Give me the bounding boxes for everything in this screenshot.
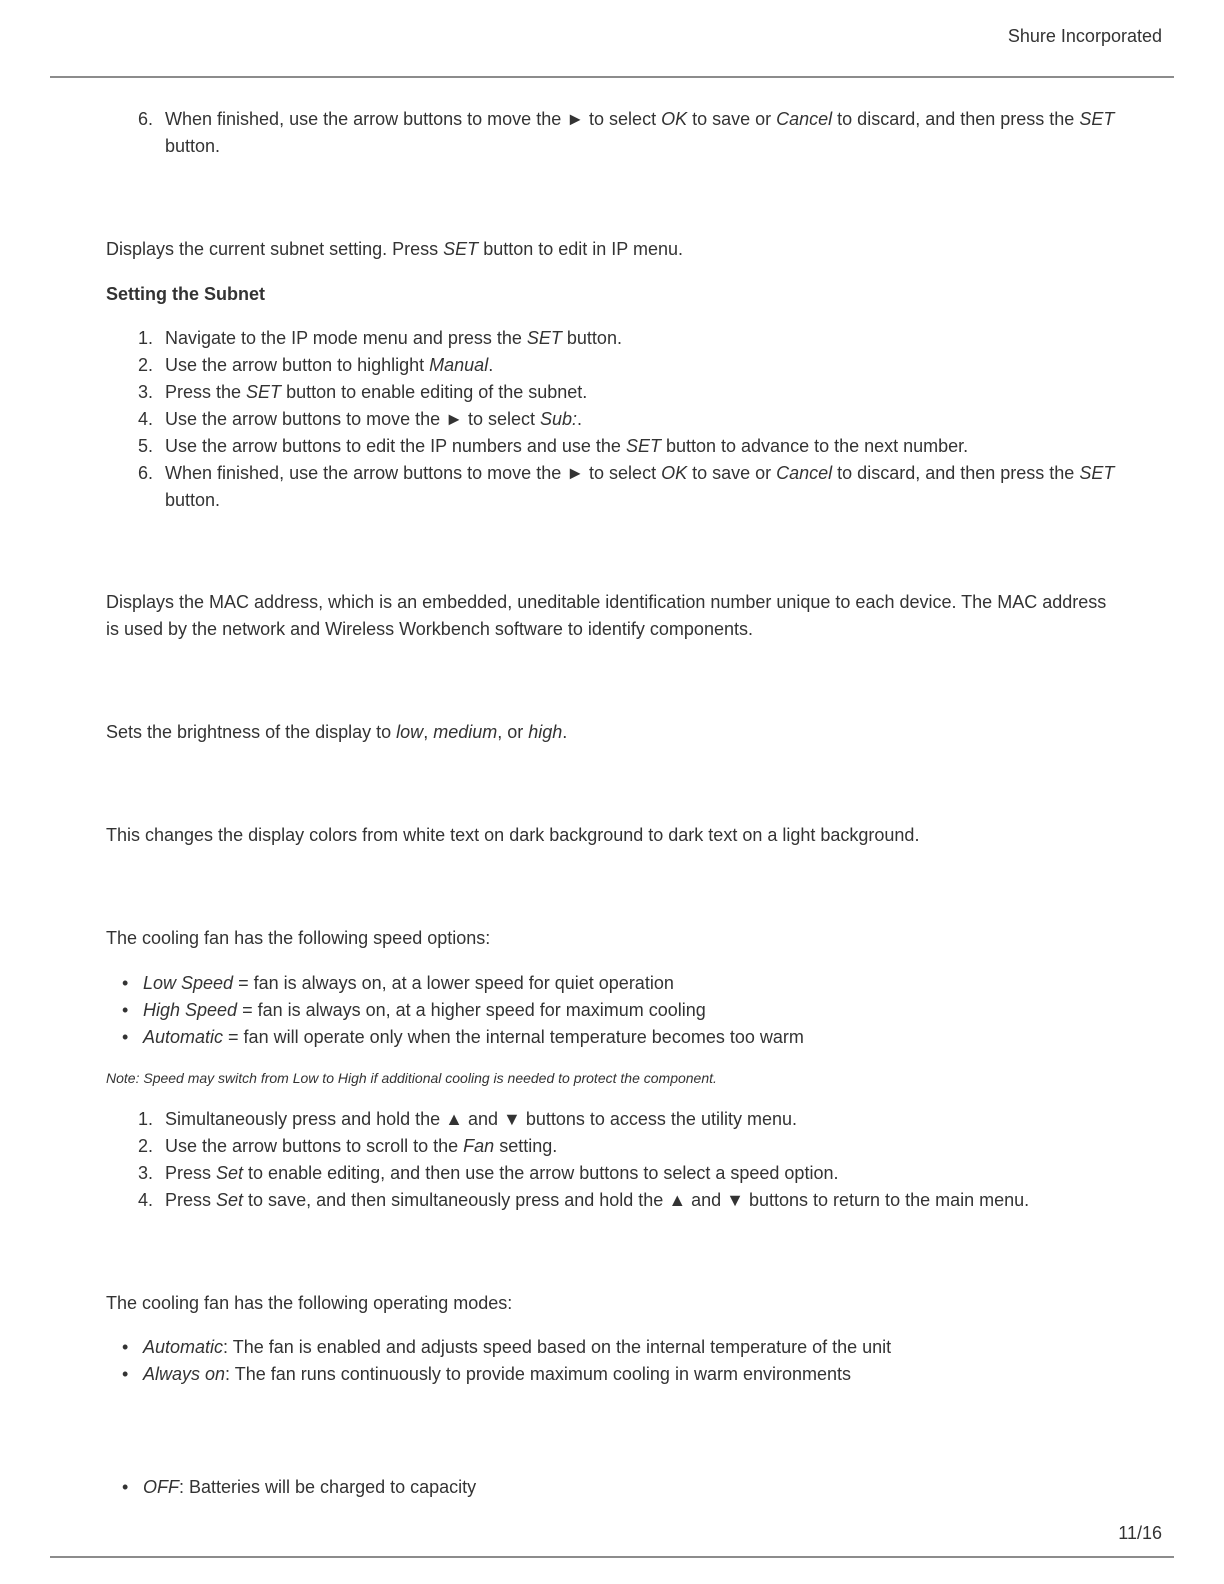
list-item bbox=[106, 379, 1116, 406]
list-item bbox=[106, 406, 1116, 433]
page-number: 11/16 bbox=[1118, 1523, 1162, 1543]
option-text: High Speed = fan is always on, at a higher speed for maximum cooling bbox=[143, 1000, 706, 1020]
subnet-description: Displays the current subnet setting. Press SET button to edit in IP menu. bbox=[106, 239, 683, 259]
step-text: Use the arrow buttons to move the ► to select Sub:. bbox=[165, 409, 583, 429]
header-divider bbox=[50, 76, 1174, 78]
list-item bbox=[106, 433, 1116, 460]
bullet: • bbox=[122, 1027, 129, 1047]
subnet-steps bbox=[106, 325, 1116, 514]
step-number: 2. bbox=[137, 355, 153, 375]
list-item bbox=[106, 997, 1116, 1024]
option-text: Low Speed = fan is always on, at a lower speed for quiet operation bbox=[143, 973, 674, 993]
step-text: When finished, use the arrow buttons to move the ► to select OK to save or Cancel to discard, and then press the SET button. bbox=[165, 463, 1115, 510]
step-text: Press the SET button to enable editing of the subnet. bbox=[165, 382, 588, 402]
list-item bbox=[106, 1474, 1116, 1501]
step-number: 1. bbox=[137, 328, 153, 348]
option-text: Automatic = fan will operate only when the internal temperature becomes too warm bbox=[143, 1027, 804, 1047]
option-text: Automatic: The fan is enabled and adjusts speed based on the internal temperature of the unit bbox=[143, 1337, 892, 1357]
step-number: 1. bbox=[137, 1109, 153, 1129]
step-text: Use the arrow buttons to scroll to the Fan setting. bbox=[165, 1136, 558, 1156]
invert-description: This changes the display colors from white text on dark background to dark text on a light background. bbox=[106, 825, 920, 845]
fan-mode-options bbox=[106, 1334, 1116, 1388]
fan-speed-note: Note: Speed may switch from Low to High if additional cooling is needed to protect the component. bbox=[106, 1070, 717, 1086]
battery-options-list bbox=[106, 1474, 1116, 1501]
list-item bbox=[106, 352, 1116, 379]
subnet-steps-list bbox=[106, 325, 1116, 514]
step-number: 3. bbox=[137, 1163, 153, 1183]
fan-speed-intro: The cooling fan has the following speed options: bbox=[106, 928, 491, 948]
step-number: 5. bbox=[137, 436, 153, 456]
footer-divider bbox=[50, 1556, 1174, 1558]
step-text: Simultaneously press and hold the ▲ and ▼ buttons to access the utility menu. bbox=[165, 1109, 797, 1129]
bullet: • bbox=[122, 1477, 129, 1497]
list-item bbox=[106, 1024, 1116, 1051]
list-item bbox=[106, 106, 1116, 160]
option-text: Always on: The fan runs continuously to provide maximum cooling in warm environments bbox=[143, 1364, 852, 1384]
step-text: Use the arrow button to highlight Manual. bbox=[165, 355, 494, 375]
step-text: Press Set to save, and then simultaneously press and hold the ▲ and ▼ buttons to return to the main menu. bbox=[165, 1190, 1030, 1210]
mac-address-description: Displays the MAC address, which is an embedded, uneditable identification number unique to each device. The MAC address is used by the network and Wireless Workbench software to identify components. bbox=[106, 592, 1107, 639]
fan-mode-options-list bbox=[106, 1334, 1116, 1388]
step-number: 4. bbox=[137, 1190, 153, 1210]
fan-speed-options-list bbox=[106, 970, 1116, 1051]
list-item bbox=[106, 970, 1116, 997]
step-number: 6. bbox=[137, 109, 153, 129]
list-item bbox=[106, 1106, 1116, 1133]
list-item bbox=[106, 1187, 1116, 1214]
list-item bbox=[106, 1334, 1116, 1361]
battery-options bbox=[106, 1474, 1116, 1501]
step-text: Navigate to the IP mode menu and press the SET button. bbox=[165, 328, 622, 348]
step-number: 6. bbox=[137, 463, 153, 483]
bullet: • bbox=[122, 1337, 129, 1357]
bullet: • bbox=[122, 1364, 129, 1384]
step-text: When finished, use the arrow buttons to move the ► to select OK to save or Cancel to discard, and then press the SET button. bbox=[165, 109, 1115, 156]
fan-mode-intro: The cooling fan has the following operating modes: bbox=[106, 1293, 513, 1313]
list-item bbox=[106, 325, 1116, 352]
fan-speed-options bbox=[106, 970, 1116, 1051]
brightness-description: Sets the brightness of the display to low, medium, or high. bbox=[106, 722, 568, 742]
list-item bbox=[106, 460, 1116, 514]
ip-steps-continued bbox=[106, 106, 1116, 160]
ip-steps-list bbox=[106, 106, 1116, 160]
list-item bbox=[106, 1133, 1116, 1160]
step-number: 4. bbox=[137, 409, 153, 429]
subnet-heading: Setting the Subnet bbox=[106, 284, 265, 304]
list-item bbox=[106, 1361, 1116, 1388]
fan-speed-steps bbox=[106, 1106, 1116, 1214]
step-text: Use the arrow buttons to edit the IP numbers and use the SET button to advance to the next number. bbox=[165, 436, 969, 456]
bullet: • bbox=[122, 1000, 129, 1020]
list-item bbox=[106, 1160, 1116, 1187]
option-text: OFF: Batteries will be charged to capacity bbox=[143, 1477, 477, 1497]
step-text: Press Set to enable editing, and then use the arrow buttons to select a speed option. bbox=[165, 1163, 839, 1183]
step-number: 2. bbox=[137, 1136, 153, 1156]
bullet: • bbox=[122, 973, 129, 993]
fan-speed-steps-list bbox=[106, 1106, 1116, 1214]
step-number: 3. bbox=[137, 382, 153, 402]
header-company: Shure Incorporated bbox=[1007, 26, 1162, 46]
